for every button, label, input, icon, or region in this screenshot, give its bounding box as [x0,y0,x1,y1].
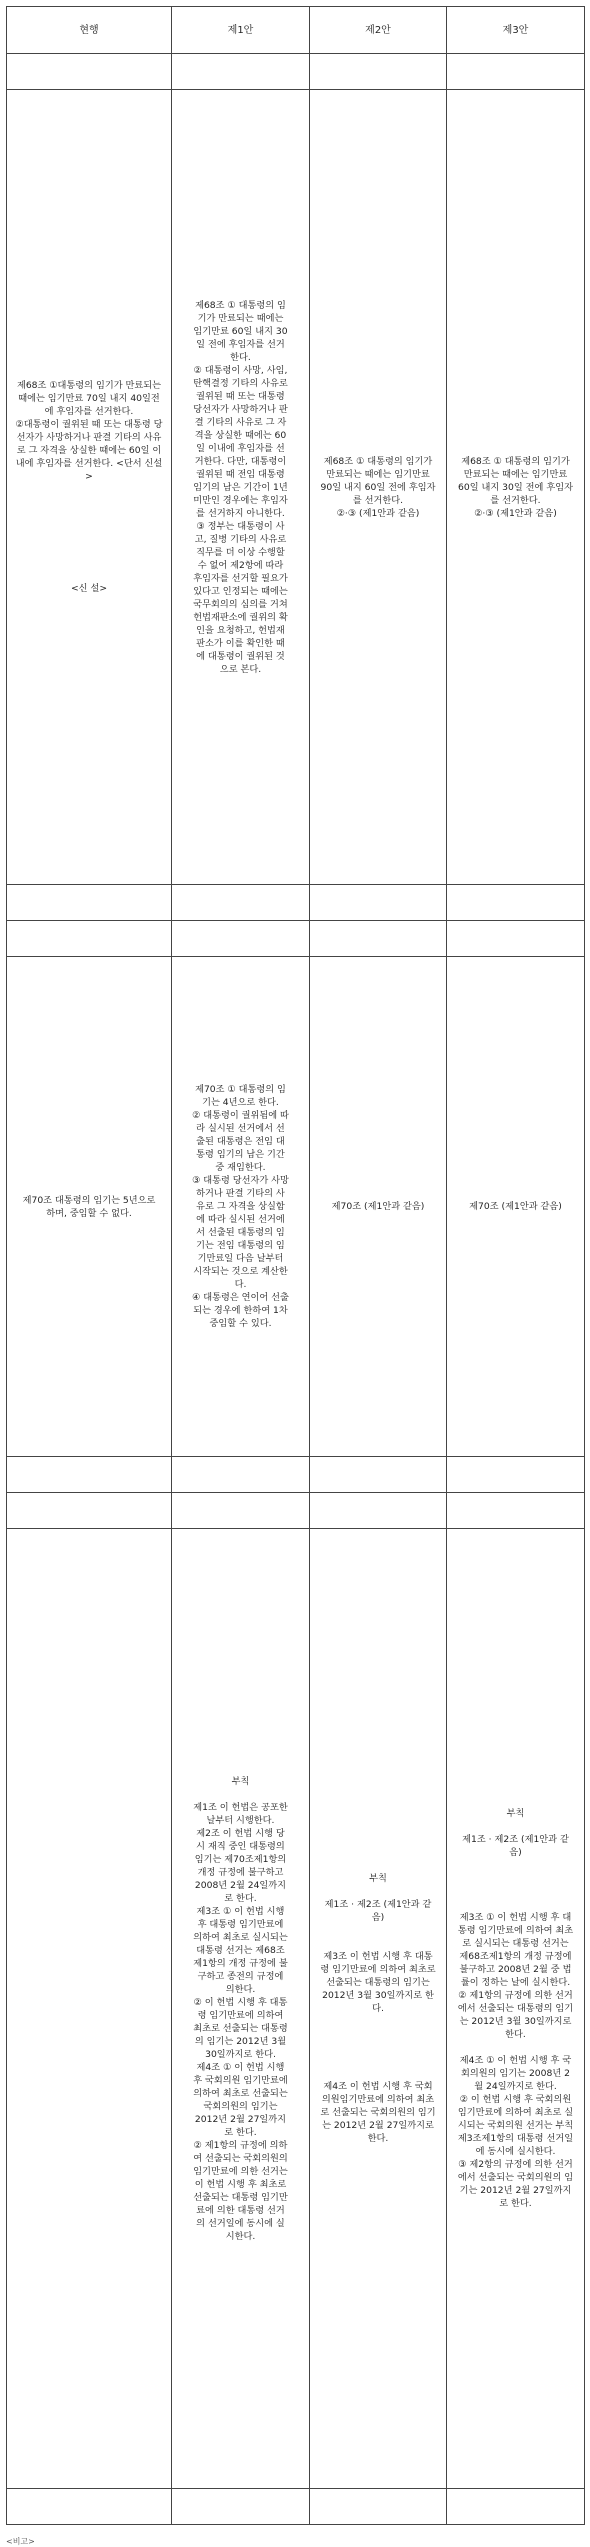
addenda-row [7,1529,585,2489]
addenda-plan1-cell: 부칙 제1조 이 헌법은 공포한 날부터 시행한다. 제2조 이 헌법 시행 당시 재직 중인 대통령의 임기는 제70조제1항의 개정 규정에 불구하고 2008년 2월 24일까지로 한다. 제3조 ① 이 헌법 시행 후 대통령 임기만료에 의하여 최초로 실시되는 대통령 선거는 제68조제1항의 개정 규정에 불구하고 종전의 규정에 의한다. ② 이 헌법 시행 후 대통령 임기만료에 의하여 최초로 선출되는 대통령의 임기는 2012년 3월 30일까지로 한다. 제4조 ① 이 헌법 시행 후 국회의원 임기만료에 의하여 최초로 선출되는 국회의원의 임기는 2012년 2월 27일까지로 한다. ② 제1항의 규정에 의하여 선출되는 국회의원의 임기만료에 의한 선거는 이 헌법 시행 후 최초로 선출되는 대통령 임기만료에 의한 대통령 선거의 선거일에 동시에 실시한다. [172,1529,310,2489]
article-68-current-text: 제68조 ①대통령의 임기가 만료되는 때에는 임기만료 70일 내지 40일전에 후임자를 선거한다. ②대통령이 궐위된 때 또는 대통령 당선자가 사망하거나 판결 기타의 사유로 그 자격을 상실한 때에는 60일 이내에 후임자를 선거한다. <단서 신설> [15,380,163,482]
spacer-row [7,885,585,921]
header-row [7,7,585,54]
article-70-plan1-cell: 제70조 ① 대통령의 임기는 4년으로 한다. ② 대통령이 궐위됨에 따라 실시된 선거에서 선출된 대통령은 전임 대통령 임기의 남은 기간 중 재임한다. ③ 대통령 당선자가 사망하거나 판결 기타의 사유로 그 자격을 상실함에 따라 실시된 선거에서 선출된 대통령의 임기는 전임 대통령의 임기만료일 다음 날부터 시작되는 것으로 계산한다. ④ 대통령은 연이어 선출되는 경우에 한하여 1차 중임할 수 있다. [172,957,310,1457]
spacer-row [7,2489,585,2525]
article-70-plan2-cell: 제70조 (제1안과 같음) [310,957,447,1457]
spacer-row [7,921,585,957]
header-plan-1: 제1안 [172,7,310,54]
comparison-document [6,6,584,2525]
addenda-plan3-cell: 부칙 제1조 · 제2조 (제1안과 같음) 제3조 ① 이 헌법 시행 후 대통령 임기만료에 의하여 최초로 실시되는 대통령 선거는 제68조제1항의 개정 규정에 불구하고 2008년 2월 중 법률이 정하는 날에 실시한다. ② 제1항의 규정에 의한 선거에서 선출되는 대통령의 임기는 2012년 3월 30일까지로 한다. 제4조 ① 이 헌법 시행 후 국회의원의 임기는 2008년 2월 24일까지로 한다. ② 이 헌법 시행 후 국회의원 임기만료에 의하여 최초로 실시되는 국회의원 선거는 부칙 제3조제1항의 대통령 선거일에 동시에 실시한다. ③ 제2항의 규정에 의한 선거에서 선출되는 국회의원의 임기는 2012년 2월 27일까지로 한다. [447,1529,585,2489]
addenda-current-cell [7,1529,172,2489]
article-68-plan1-cell: 제68조 ① 대통령의 임기가 만료되는 때에는 임기만료 60일 내지 30일 전에 후임자를 선거한다. ② 대통령이 사망, 사임, 탄핵결정 기타의 사유로 궐위된 때 또는 대통령 당선자가 사망하거나 판결 기타의 사유로 그 자격을 상실한 때에는 60일 이내에 후임자를 선거한다. 다만, 대통령이 궐위된 때 전임 대통령 임기의 남은 기간이 1년 미만인 경우에는 후임자를 선거하지 아니한다. ③ 정부는 대통령이 사고, 질병 기타의 사유로 직무를 더 이상 수행할 수 없어 제2항에 따라 후임자를 선거할 필요가 있다고 인정되는 때에는 국무회의의 심의를 거쳐 헌법재판소에 궐위의 확인을 요청하고, 헌법재판소가 이를 확인한 때에 대통령이 궐위된 것으로 본다. [172,90,310,885]
addenda-plan2-cell: 부칙 제1조 · 제2조 (제1안과 같음) 제3조 이 헌법 시행 후 대통령 임기만료에 의하여 최초로 선출되는 대통령의 임기는 2012년 3월 30일까지로 한다. 제4조 이 헌법 시행 후 국회의원임기만료에 의하여 최초로 선출되는 국회의원의 임기는 2012년 2월 27일까지로 한다. [310,1529,447,2489]
article-68-current-new: <신 설> [70,583,108,594]
header-current: 현행 [7,7,172,54]
article-68-current-cell [7,90,172,885]
header-plan-2: 제2안 [310,7,447,54]
spacer-row [7,1457,585,1493]
header-plan-3: 제3안 [447,7,585,54]
article-68-plan3-cell: 제68조 ① 대통령의 임기가 만료되는 때에는 임기만료 60일 내지 30일 전에 후임자를 선거한다. ②·③ (제1안과 같음) [447,90,585,885]
article-68-plan2-cell: 제68조 ① 대통령의 임기가 만료되는 때에는 임기만료 90일 내지 60일 전에 후임자를 선거한다. ②·③ (제1안과 같음) [310,90,447,885]
spacer-row [7,54,585,90]
article-70-plan3-cell: 제70조 (제1안과 같음) [447,957,585,1457]
spacer-row [7,1493,585,1529]
footer-note: <비고> [6,2537,35,2546]
article-68-row [7,90,585,885]
amendment-comparison-table [6,6,585,2525]
article-70-current-cell: 제70조 대통령의 임기는 5년으로 하며, 중임할 수 없다. [7,957,172,1457]
article-70-row [7,957,585,1457]
